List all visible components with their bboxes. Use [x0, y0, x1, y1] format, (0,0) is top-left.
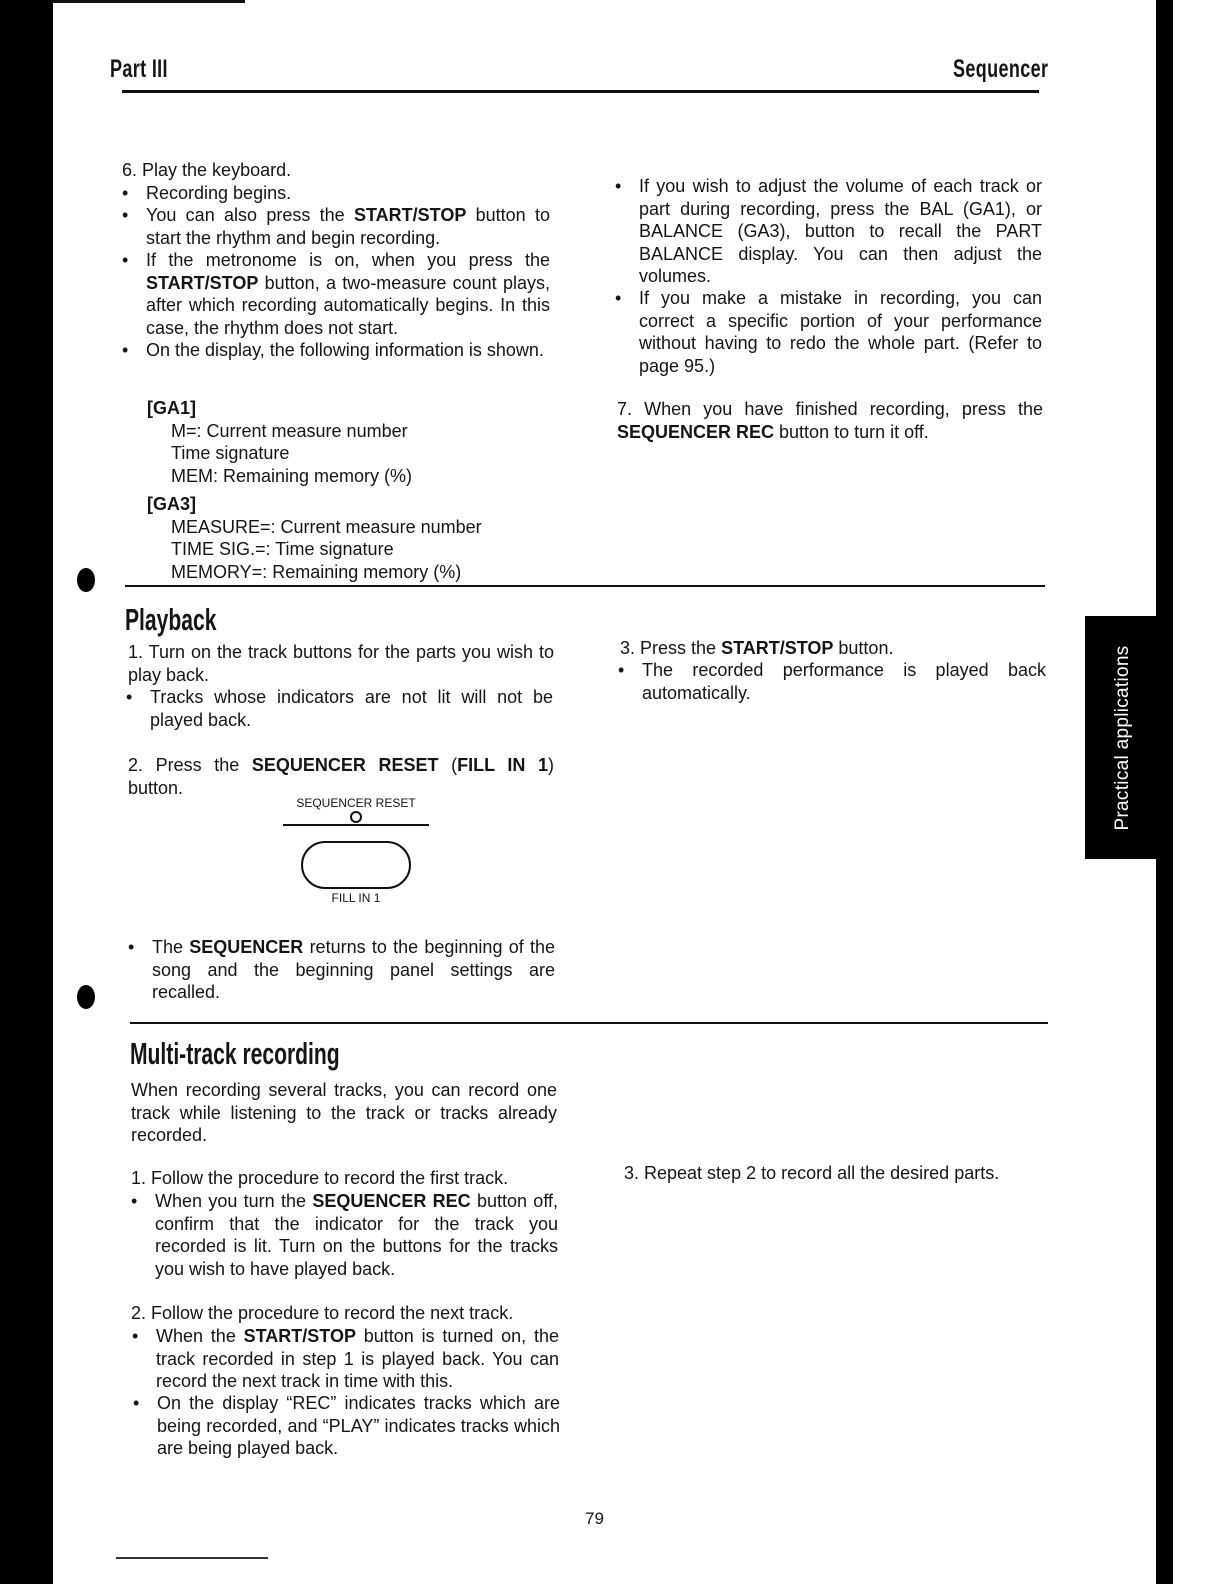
sequencer-reset-button-diagram: [283, 796, 429, 912]
bullet-icon: •: [128, 937, 135, 957]
footer-rule: [116, 1557, 268, 1559]
text-segment: button, a two-measure count plays, after which recording automatically begins. In this case, the rhythm does not start.: [146, 272, 550, 338]
step-3: 3. Repeat step 2 to record all the desired parts.: [624, 1163, 1000, 1183]
text-segment: If you make a mistake in recording, you can correct a specific portion of your performance without having to redo the whole part. (Refer to page 95.): [639, 288, 1042, 376]
ga1-label: [GA1]: [147, 398, 196, 418]
text-segment: FILL IN 1: [457, 755, 548, 775]
info-line: Time signature: [171, 443, 290, 463]
text-segment: SEQUENCER REC: [312, 1191, 471, 1211]
text-segment: SEQUENCER RESET: [251, 755, 439, 775]
section-rule: [125, 585, 1045, 587]
display-ga1: [147, 397, 567, 487]
step-2: 2. Follow the procedure to record the next track.: [131, 1303, 514, 1323]
bullet: [128, 936, 555, 1004]
display-ga3: [147, 493, 567, 583]
text-segment: START/STOP: [353, 205, 467, 225]
text-segment: On the display “REC” indicates tracks which are being recorded, and “PLAY” indicates tracks which are being played back.: [157, 1393, 560, 1458]
text-segment: START/STOP: [243, 1326, 356, 1346]
section-rule: [130, 1022, 1048, 1024]
text-segment: When the: [156, 1326, 244, 1346]
text-segment: SEQUENCER REC: [617, 421, 775, 442]
diagram-top-label: SEQUENCER RESET: [296, 796, 416, 810]
info-line: MEASURE=: Current measure number: [171, 516, 482, 537]
header-part: Part III: [110, 55, 168, 83]
bullet-icon: •: [122, 205, 129, 225]
bullet: [615, 175, 1042, 288]
text-segment: The: [152, 937, 190, 957]
section-tab-label: Practical applications: [1111, 644, 1133, 831]
bullet: [131, 1190, 558, 1280]
ga3-label: [GA3]: [147, 494, 196, 514]
text-segment: 3. Press the: [620, 638, 722, 658]
info-line: MEMORY=: Remaining memory (%): [171, 561, 462, 582]
bullet-icon: •: [133, 1393, 140, 1413]
bullet: [122, 204, 550, 249]
page-number: 79: [585, 1509, 604, 1528]
text-segment: button to turn it off.: [774, 421, 929, 442]
text-segment: Tracks whose indicators are not lit will not be played back.: [150, 687, 553, 730]
text-segment: 7. When you have finished recording, press the: [617, 399, 1043, 419]
text-segment: button to start the rhythm and begin recording.: [146, 205, 550, 248]
bullet-icon: •: [122, 340, 129, 360]
bullet-icon: •: [122, 183, 129, 203]
diagram-rule: [283, 824, 429, 826]
text-segment: You can also press the: [146, 205, 354, 225]
header-section: Sequencer: [952, 55, 1048, 83]
text-segment: 2. Press the: [128, 755, 252, 775]
bullet-icon: •: [131, 1191, 138, 1211]
bullet-icon: •: [618, 660, 625, 680]
text-segment: When you turn the: [155, 1191, 313, 1211]
text-segment: button off, confirm that the indicator for the track you recorded is lit. Turn on the buttons for the tracks you wish to have played back.: [155, 1191, 558, 1279]
bullet: [122, 249, 550, 339]
bullet-icon: •: [132, 1326, 139, 1346]
scan-border-left: [0, 0, 53, 1584]
step-3: [620, 637, 1046, 660]
step-2: [128, 754, 554, 799]
text-segment: The recorded performance is played back automatically.: [642, 660, 1046, 703]
bullet: [132, 1325, 559, 1393]
binding-hole: [77, 568, 95, 592]
bullet-icon: •: [615, 288, 622, 308]
text-segment: button is turned on, the track recorded in step 1 is played back. You can record the next track in time with this.: [156, 1326, 559, 1391]
step-6: 6. Play the keyboard.: [122, 160, 292, 180]
step-1: [128, 641, 554, 686]
text-segment: (: [438, 755, 458, 775]
info-line: MEM: Remaining memory (%): [171, 465, 413, 486]
step-7: [617, 398, 1043, 443]
bullet: [122, 339, 550, 362]
bullet: [133, 1392, 560, 1460]
text-segment: If the metronome is on, when you press the: [146, 250, 550, 270]
scan-border-top: [53, 0, 245, 3]
text-segment: 1. Turn on the track buttons for the parts you wish to play back.: [128, 642, 554, 685]
text-segment: If you wish to adjust the volume of each track or part during recording, press the BAL (GA1), or BALANCE (GA3), button to recall the PART BALANCE display. You can then adjust the volumes.: [639, 176, 1042, 286]
text-segment: Recording begins.: [146, 183, 292, 203]
bullet-icon: •: [126, 687, 133, 707]
info-line: TIME SIG.=: Time signature: [171, 539, 394, 559]
step-1: 1. Follow the procedure to record the first track.: [131, 1168, 509, 1188]
text-segment: button.: [833, 638, 894, 658]
text-segment: START/STOP: [721, 638, 834, 658]
text-segment: SEQUENCER: [189, 937, 304, 957]
binding-hole: [77, 985, 95, 1009]
multitrack-heading: Multi-track recording: [130, 1036, 340, 1071]
info-line: M=: Current measure number: [171, 420, 408, 441]
text-segment: START/STOP: [146, 272, 259, 293]
bullet-icon: •: [615, 176, 622, 196]
text-segment: ) button.: [128, 755, 554, 798]
indicator-lamp-icon: [350, 811, 362, 823]
header-rule: [122, 90, 1039, 93]
text-segment: returns to the beginning of the song and the beginning panel settings are recalled.: [152, 937, 555, 1002]
bullet: [615, 287, 1042, 377]
bullet: [618, 659, 1046, 704]
fill-in-button-icon: [301, 841, 411, 889]
playback-heading: Playback: [125, 602, 217, 637]
bullet: [122, 182, 551, 205]
bullet: [126, 686, 553, 731]
section-tab: [1085, 616, 1160, 859]
diagram-bottom-label: FILL IN 1: [331, 891, 381, 905]
text-segment: On the display, the following information is shown.: [146, 340, 544, 360]
intro-paragraph: When recording several tracks, you can record one track while listening to the track or tracks already recorded.: [131, 1080, 557, 1145]
bullet-icon: •: [122, 250, 129, 270]
